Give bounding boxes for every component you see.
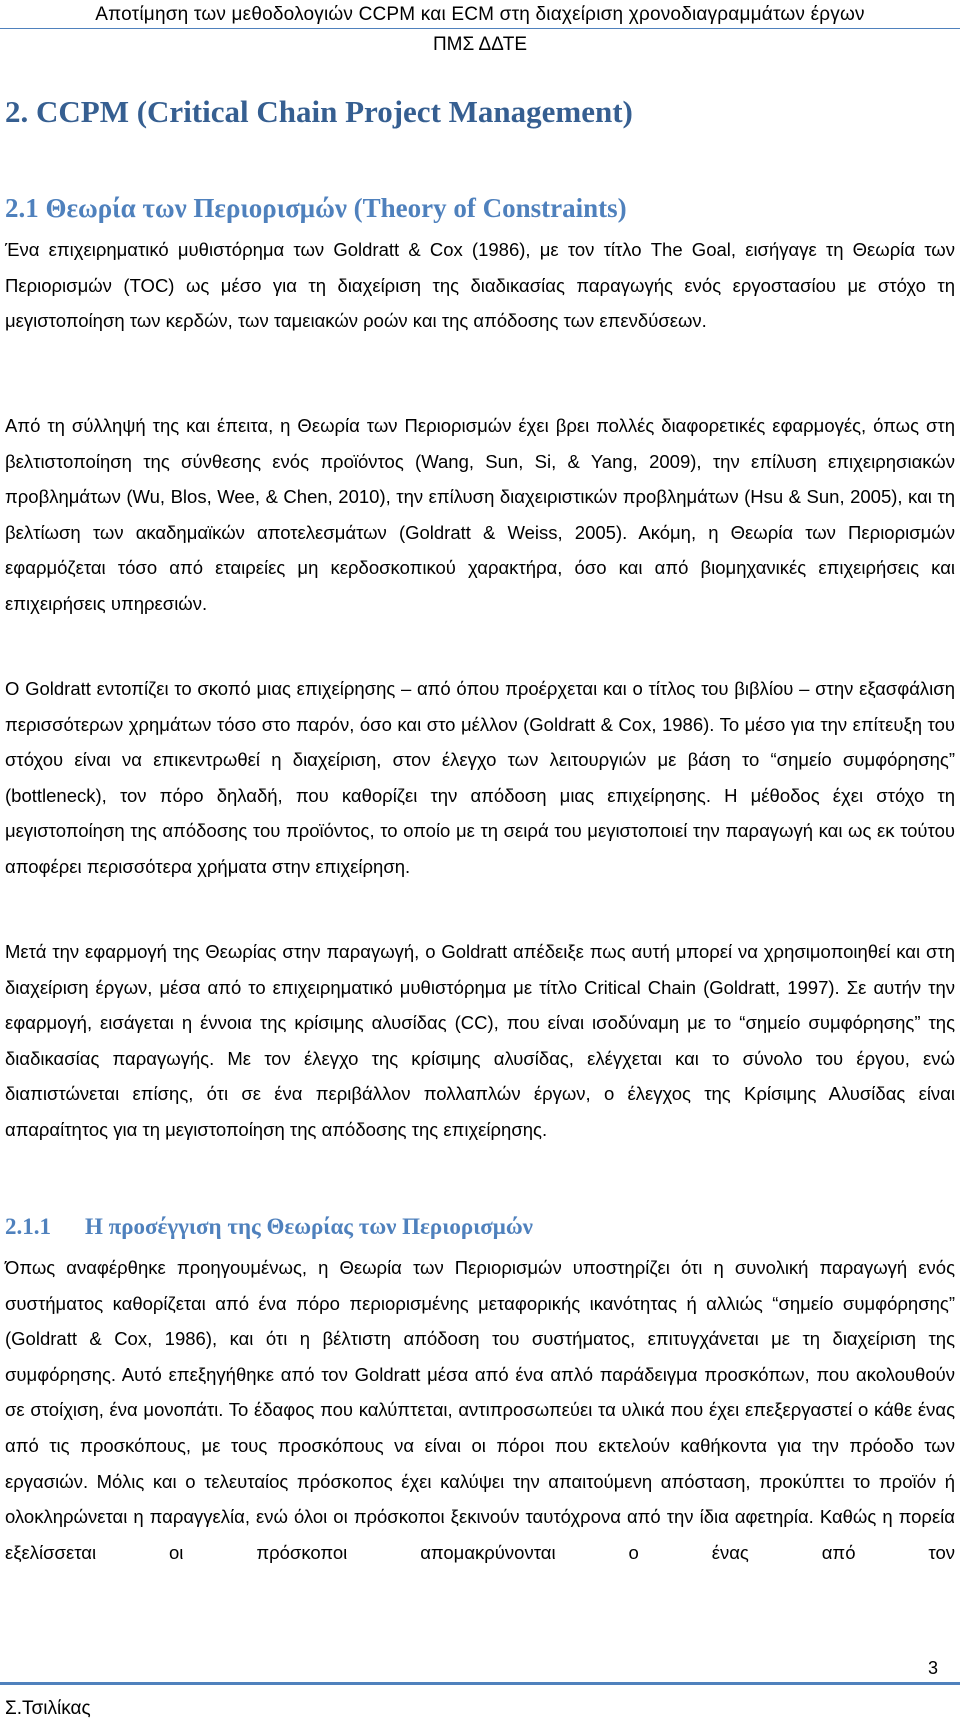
footer-divider (0, 1682, 960, 1685)
page-number: 3 (927, 1658, 938, 1678)
paragraph-goal: Ο Goldratt εντοπίζει το σκοπό μιας επιχείρησης – από όπου προέρχεται και ο τίτλος του βιβλίου – στην εξασφάλιση περισσότερων χρημάτων τόσο στο παρόν, όσο και στο μέλλον (Goldratt & Cox, 1986). Το μέσο για την επίτευξη του στόχου είναι να επικεντρωθεί η διαχείριση, στον έλεγχο των λειτουργιών με βάση το “σημείο συμφόρησης” (bottleneck), τον πόρο δηλαδή, που καθορίζει την απόδοση μιας επιχείρησης. Η μέθοδος έχει στόχο τη μεγιστοποίηση της απόδοσης του προϊόντος, το οποίο με τη σειρά του μεγιστοποιεί την παραγωγή και ως εκ τούτου αποφέρει περισσότερα χρήματα στην επιχείρηση. (5, 678, 955, 877)
paragraph-critical-chain: Μετά την εφαρμογή της Θεωρίας στην παραγωγή, ο Goldratt απέδειξε πως αυτή μπορεί να χρησιμοποιηθεί και στη διαχείριση έργων, μέσα από το επιχειρηματικό μυθιστόρημα με τίτλο Critical Chain (Goldratt, 1997). Σε αυτήν την εφαρμογή, εισάγεται η έννοια της κρίσιμης αλυσίδας (CC), που είναι ισοδύναμη με το “σημείο συμφόρησης” της διαδικασίας παραγωγής. Με τον έλεγχο της κρίσιμης αλυσίδας, ελέγχεται και το σύνολο του έργου, ενώ διαπιστώνεται επίσης, ότι σε ένα περιβάλλον πολλαπλών έργων, ο έλεγχος της Κρίσιμης Αλυσίδας είναι απαραίτητος για τη μεγιστοποίηση της απόδοσης της επιχείρησης. (5, 941, 955, 1140)
running-header-title: Αποτίμηση των μεθοδολογιών CCPM και ECM στη διαχείριση χρονοδιαγραμμάτων έργων (95, 4, 865, 25)
chapter-heading: 2. CCPM (Critical Chain Project Management) (5, 94, 633, 129)
section-heading: 2.1 Θεωρία των Περιορισμών (Theory of Constraints) (5, 193, 627, 223)
subsection-title: Η προσέγγιση της Θεωρίας των Περιορισμών (85, 1214, 533, 1239)
subsection-number: 2.1.1 (5, 1214, 51, 1239)
paragraph-intro: Ένα επιχειρηματικό μυθιστόρημα των Goldratt & Cox (1986), με τον τίτλο The Goal, εισήγαγε τη Θεωρία των Περιορισμών (TOC) ως μέσο για τη διαχείριση της διαδικασίας παραγωγής ενός εργοστασίου με στόχο τη μεγιστοποίηση των κερδών, των ταμειακών ροών και της απόδοσης των επενδύσεων. (5, 239, 955, 332)
subsection-heading (5, 1214, 533, 1240)
footer-author: Σ.Τσιλίκας (5, 1698, 91, 1719)
paragraph-approach: Όπως αναφέρθηκε προηγουμένως, η Θεωρία των Περιορισμών υποστηρίζει ότι η συνολική παραγωγή ενός συστήματος καθορίζεται από ένα πόρο περιορισμένης μεταφορικής ικανότητας ή αλλιώς “σημείο συμφόρησης” (Goldratt & Cox, 1986), και ότι η βέλτιστη απόδοση του συστήματος, επιτυγχάνεται με τη διαχείριση της συμφόρησης. Αυτό επεξηγήθηκε από τον Goldratt μέσα από ένα απλό παράδειγμα προσκόπων, που ακολουθούν σε στοίχιση, ένα μονοπάτι. Το έδαφος που καλύπτεται, αντιπροσωπεύει τα υλικά που έχει επεξεργαστεί ο κάθε ένας από τις προσκόπους, με τους προσκόπους να είναι οι πόροι που εκτελούν καθήκοντα για την πρόοδο των εργασιών. Μόλις και ο τελευταίος πρόσκοπος έχει καλύψει την απαιτούμενη απόσταση, προκύπτει το προϊόν ή ολοκληρώνεται η παραγγελία, ενώ όλοι οι πρόσκοποι ξεκινούν ταυτόχρονα από την ίδια αφετηρία. Καθώς η πορεία εξελίσσεται οι πρόσκοποι απομακρύνονται ο ένας από τον (5, 1257, 955, 1563)
header-divider (0, 28, 960, 29)
running-header-subtitle: ΠΜΣ ΔΔΤΕ (432, 34, 528, 55)
paragraph-applications: Από τη σύλληψή της και έπειτα, η Θεωρία των Περιορισμών έχει βρει πολλές διαφορετικές εφαρμογές, όπως στη βελτιστοποίηση της σύνθεσης ενός προϊόντος (Wang, Sun, Si, & Yang, 2009), την επίλυση επιχειρησιακών προβλημάτων (Wu, Blos, Wee, & Chen, 2010), την επίλυση διαχειριστικών προβλημάτων (Hsu & Sun, 2005), και τη βελτίωση των ακαδημαϊκών αποτελεσμάτων (Goldratt & Weiss, 2005). Ακόμη, η Θεωρία των Περιορισμών εφαρμόζεται τόσο από εταιρείες μη κερδοσκοπικού χαρακτήρα, όσο και από βιομηχανικές επιχειρήσεις και επιχειρήσεις υπηρεσιών. (5, 415, 955, 614)
